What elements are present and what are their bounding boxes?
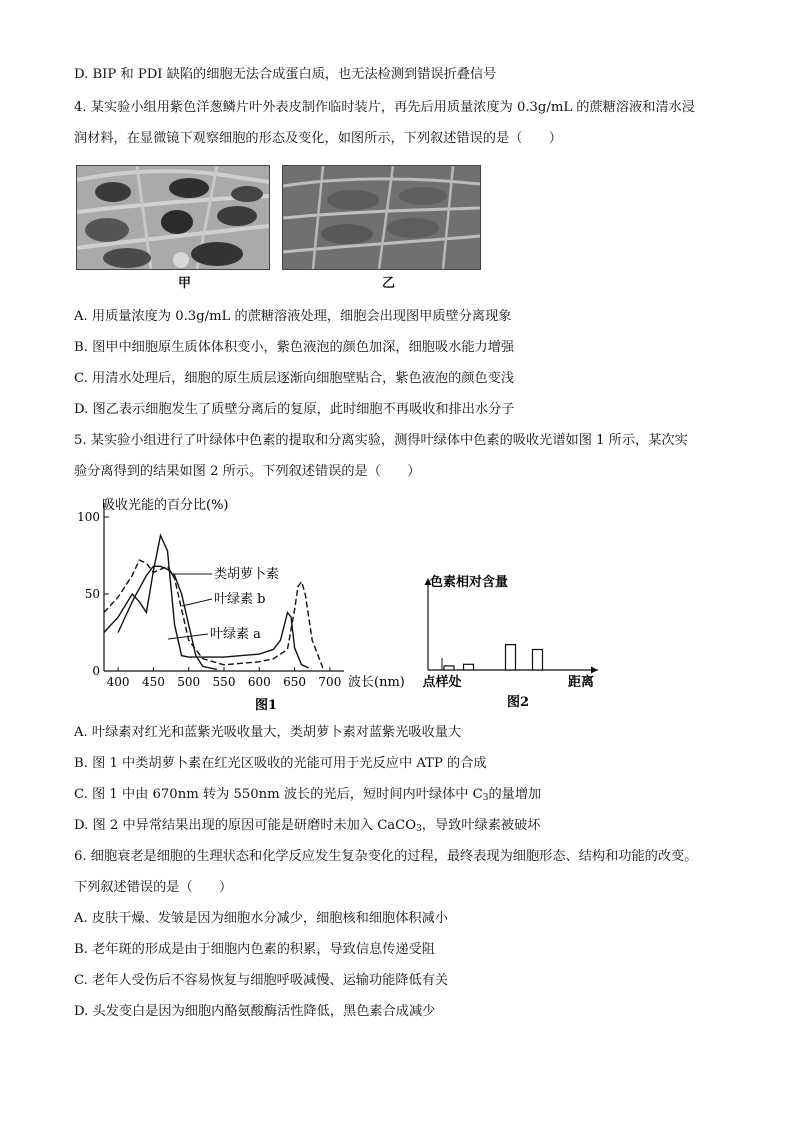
q5-option-c [74, 786, 541, 807]
x-tick-label: 450 [141, 675, 165, 689]
y-tick-label: 0 [92, 664, 100, 678]
q5-option-d-text-end: ，导致叶绿素被破坏 [421, 818, 541, 833]
prev-option-d: D. BIP 和 PDI 缺陷的细胞无法合成蛋白质，也无法检测到错误折叠信号 [74, 67, 497, 82]
absorption-spectrum-chart [76, 493, 416, 713]
pigment-band-bar [533, 650, 543, 671]
q4-stem-line1: 4. 某实验小组用紫色洋葱鳞片叶外表皮制作临时装片，再先后用质量浓度为 0.3g/mL 的蔗糖溶液和清水浸 [74, 100, 695, 115]
y-tick-label: 50 [84, 587, 100, 601]
series-line-3 [104, 536, 309, 668]
q5-option-c-text: C. 图 1 中由 670nm 转为 550nm 波长的光后，短时间内叶绿体中 C [74, 787, 483, 802]
series-label: 叶绿素 b [214, 592, 266, 607]
separation-result-chart [418, 570, 608, 712]
q6-option-d: D. 头发变白是因为细胞内酪氨酸酶活性降低，黑色素合成减少 [74, 1004, 436, 1019]
x-tick-label: 650 [283, 675, 307, 689]
q5-option-d-subscript: 3 [416, 824, 422, 834]
caption-yi: 乙 [382, 276, 396, 291]
q5-option-d [74, 817, 540, 838]
q6-option-a: A. 皮肤干燥、发皱是因为细胞水分减少，细胞核和细胞体积减小 [74, 911, 448, 926]
y-tick-label: 100 [77, 510, 100, 524]
caption-jia: 甲 [178, 276, 192, 291]
q5-stem-line1: 5. 某实验小组进行了叶绿体中色素的提取和分离实验，测得叶绿体中色素的吸收光谱如图 1 所示，某次实 [74, 433, 688, 448]
q4-option-c: C. 用清水处理后，细胞的原生质层逐渐向细胞壁贴合，紫色液泡的颜色变浅 [74, 371, 515, 386]
q6-option-c: C. 老年人受伤后不容易恢复与细胞呼吸减慢、运输功能降低有关 [74, 973, 449, 988]
micrograph-yi [282, 165, 481, 270]
q6-option-b: B. 老年斑的形成是由于细胞内色素的积累，导致信息传递受阻 [74, 942, 435, 957]
q4-option-a: A. 用质量浓度为 0.3g/mL 的蔗糖溶液处理，细胞会出现图甲质壁分离现象 [74, 309, 512, 324]
y-axis-label: 吸收光能的百分比(%) [102, 498, 229, 513]
series-label: 叶绿素 a [210, 627, 261, 642]
pigment-band-bar [506, 645, 516, 670]
q5-option-d-text: D. 图 2 中异常结果出现的原因可能是研磨时未加入 CaCO [74, 818, 417, 833]
q5-option-b: B. 图 1 中类胡萝卜素在红光区吸收的光能可用于光反应中 ATP 的合成 [74, 756, 487, 771]
origin-label: 点样处 [422, 675, 462, 690]
x-tick-label: 550 [212, 675, 236, 689]
q6-stem-line1: 6. 细胞衰老是细胞的生理状态和化学反应发生复杂变化的过程，最终表现为细胞形态、结构和功能的改变。 [74, 849, 698, 864]
q5-option-c-text-end: 的量增加 [488, 787, 542, 802]
pigment-band-bar [444, 666, 454, 670]
q5-option-c-subscript: 3 [482, 793, 489, 803]
x-axis-label: 波长(nm) [348, 675, 405, 690]
figure-caption: 图2 [506, 695, 530, 710]
q5-stem-line2: 验分离得到的结果如图 2 所示。下列叙述错误的是（ ） [74, 464, 421, 479]
series-label-leader [182, 599, 212, 606]
q5-option-a: A. 叶绿素对红光和蓝紫光吸收量大，类胡萝卜素对蓝紫光吸收量大 [74, 725, 462, 740]
q4-stem-line2: 润材料，在显微镜下观察细胞的形态及变化，如图所示，下列叙述错误的是（ ） [74, 131, 562, 146]
series-label: 类胡萝卜素 [214, 567, 280, 582]
micrograph-jia [76, 165, 270, 270]
pigment-band-bar [464, 664, 474, 670]
series-line-1 [118, 566, 217, 669]
x-tick-label: 600 [247, 675, 271, 689]
y-axis-label: 色素相对含量 [430, 575, 509, 590]
x-axis-arrow [591, 667, 598, 674]
q4-option-d: D. 图乙表示细胞发生了质壁分离后的复原，此时细胞不再吸收和排出水分子 [74, 402, 515, 417]
figure-caption: 图1 [254, 698, 278, 713]
q4-option-b: B. 图甲中细胞原生质体体积变小，紫色液泡的颜色加深，细胞吸水能力增强 [74, 340, 515, 355]
x-tick-label: 500 [177, 675, 201, 689]
q6-stem-line2: 下列叙述错误的是（ ） [74, 880, 233, 895]
x-tick-label: 400 [106, 675, 130, 689]
x-tick-label: 700 [318, 675, 342, 689]
x-axis-label: 距离 [567, 675, 594, 690]
